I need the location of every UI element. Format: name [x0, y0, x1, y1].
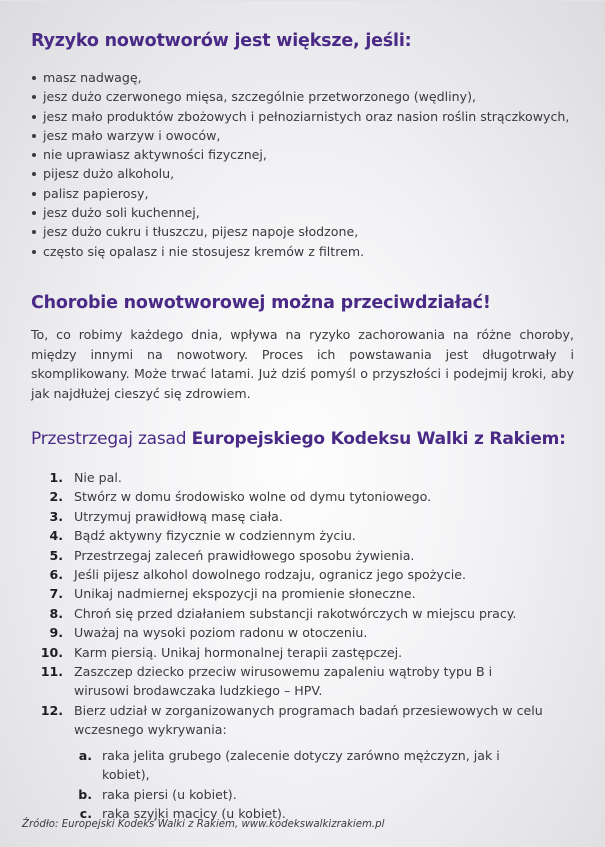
- rule-text: Chroń się przed działaniem substancji rakotwórczych w miejscu pracy.: [74, 605, 517, 621]
- risk-heading: Ryzyko nowotworów jest większe, jeśli:: [31, 31, 412, 51]
- rule-item: [31, 468, 591, 487]
- rule-item: [31, 604, 591, 623]
- rule-number: 3.: [49, 508, 63, 524]
- code-heading-prefix: Przestrzegaj zasad: [31, 429, 192, 449]
- rule-number: 8.: [49, 605, 63, 621]
- screening-item: [74, 785, 551, 804]
- rule-text: Bądź aktywny fizycznie w codziennym życiu.: [74, 528, 356, 544]
- rule-text: Przestrzegaj zaleceń prawidłowego sposobu żywienia.: [74, 547, 415, 563]
- risk-item: palisz papierosy,: [31, 184, 571, 203]
- screening-list: [74, 746, 551, 824]
- rule-number: 9.: [49, 625, 63, 641]
- screening-letter: c.: [79, 805, 92, 821]
- rule-item: [31, 662, 591, 701]
- rule-text: Utrzymuj prawidłową masę ciała.: [74, 508, 283, 524]
- rule-item: [31, 507, 591, 526]
- risk-item: często się opalasz i nie stosujesz kremów z filtrem.: [31, 242, 571, 261]
- rule-text: Zaszczep dziecko przeciw wirusowemu zapaleniu wątroby typu B i wirusowi brodawczaka ludzkiego – HPV.: [74, 664, 493, 699]
- prevention-heading: Chorobie nowotworowej można przeciwdziałać!: [31, 293, 491, 313]
- risk-list: [31, 68, 571, 261]
- screening-text: raka szyjki macicy (u kobiet).: [102, 805, 286, 821]
- rule-text: Jeśli pijesz alkohol dowolnego rodzaju, ogranicz jego spożycie.: [74, 567, 467, 583]
- rule-text: Bierz udział w zorganizowanych programach badań przesiewowych w celu wczesnego wykrywania:: [74, 702, 543, 738]
- rule-text: Karm piersią. Unikaj hormonalnej terapii zastępczej.: [74, 644, 403, 660]
- risk-item: jesz dużo soli kuchennej,: [31, 203, 571, 222]
- screening-text: raka piersi (u kobiet).: [102, 786, 237, 802]
- screening-letter: b.: [78, 786, 92, 802]
- rule-number: 6.: [49, 567, 63, 583]
- rule-item: [31, 623, 591, 642]
- risk-item: pijesz dużo alkoholu,: [31, 164, 571, 183]
- rule-item: [31, 565, 591, 584]
- rule-number: 2.: [49, 489, 63, 505]
- risk-item: nie uprawiasz aktywności fizycznej,: [31, 145, 571, 164]
- risk-item: jesz dużo czerwonego mięsa, szczególnie przetworzonego (wędliny),: [31, 87, 571, 106]
- risk-item: jesz mało warzyw i owoców,: [31, 126, 571, 145]
- code-heading-bold: Europejskiego Kodeksu Walki z Rakiem:: [191, 429, 566, 449]
- rule-text: Unikaj nadmiernej ekspozycji na promienie słoneczne.: [74, 586, 416, 602]
- rule-item: [31, 546, 591, 565]
- risk-item: jesz mało produktów zbożowych i pełnoziarnistych oraz nasion roślin strączkowych,: [31, 107, 571, 126]
- source-note: Źródło: Europejski Kodeks Walki z Rakiem, www.kodekswalkizrakiem.pl: [22, 819, 385, 830]
- prevention-paragraph: To, co robimy każdego dnia, wpływa na ryzyko zachorowania na różne choroby, między innymi na nowotwory. Proces ich powstawania jest długotrwały i skomplikowany. Może trwać latami. Już dziś pomyśl o przyszłości i podejmij kroki, aby jak najdłużej cieszyć się zdrowiem.: [31, 327, 574, 401]
- rule-number: 7.: [49, 586, 63, 602]
- code-heading: [31, 429, 566, 449]
- risk-item: jesz dużo cukru i tłuszczu, pijesz napoje słodzone,: [31, 222, 571, 241]
- rule-item: [31, 643, 591, 662]
- rule-number: 12.: [40, 702, 63, 718]
- screening-letter: a.: [78, 747, 92, 763]
- rule-item: [31, 526, 591, 545]
- rule-number: 4.: [49, 528, 63, 544]
- rule-number: 5.: [49, 547, 63, 563]
- rule-number: 11.: [40, 664, 63, 680]
- rule-text: Stwórz w domu środowisko wolne od dymu tytoniowego.: [74, 489, 432, 505]
- code-rules-list: [31, 468, 591, 823]
- rule-item: [31, 701, 591, 823]
- rule-item: [31, 487, 591, 506]
- rule-item: [31, 584, 591, 603]
- rule-number: 10.: [40, 644, 63, 660]
- screening-item: [74, 746, 551, 785]
- rule-text: Uważaj na wysoki poziom radonu w otoczeniu.: [74, 625, 368, 641]
- screening-text: raka jelita grubego (zalecenie dotyczy zarówno mężczyzn, jak i kobiet),: [102, 747, 500, 783]
- rule-text: Nie pal.: [74, 470, 122, 485]
- rule-number: 1.: [49, 470, 63, 485]
- risk-item: masz nadwagę,: [31, 68, 571, 87]
